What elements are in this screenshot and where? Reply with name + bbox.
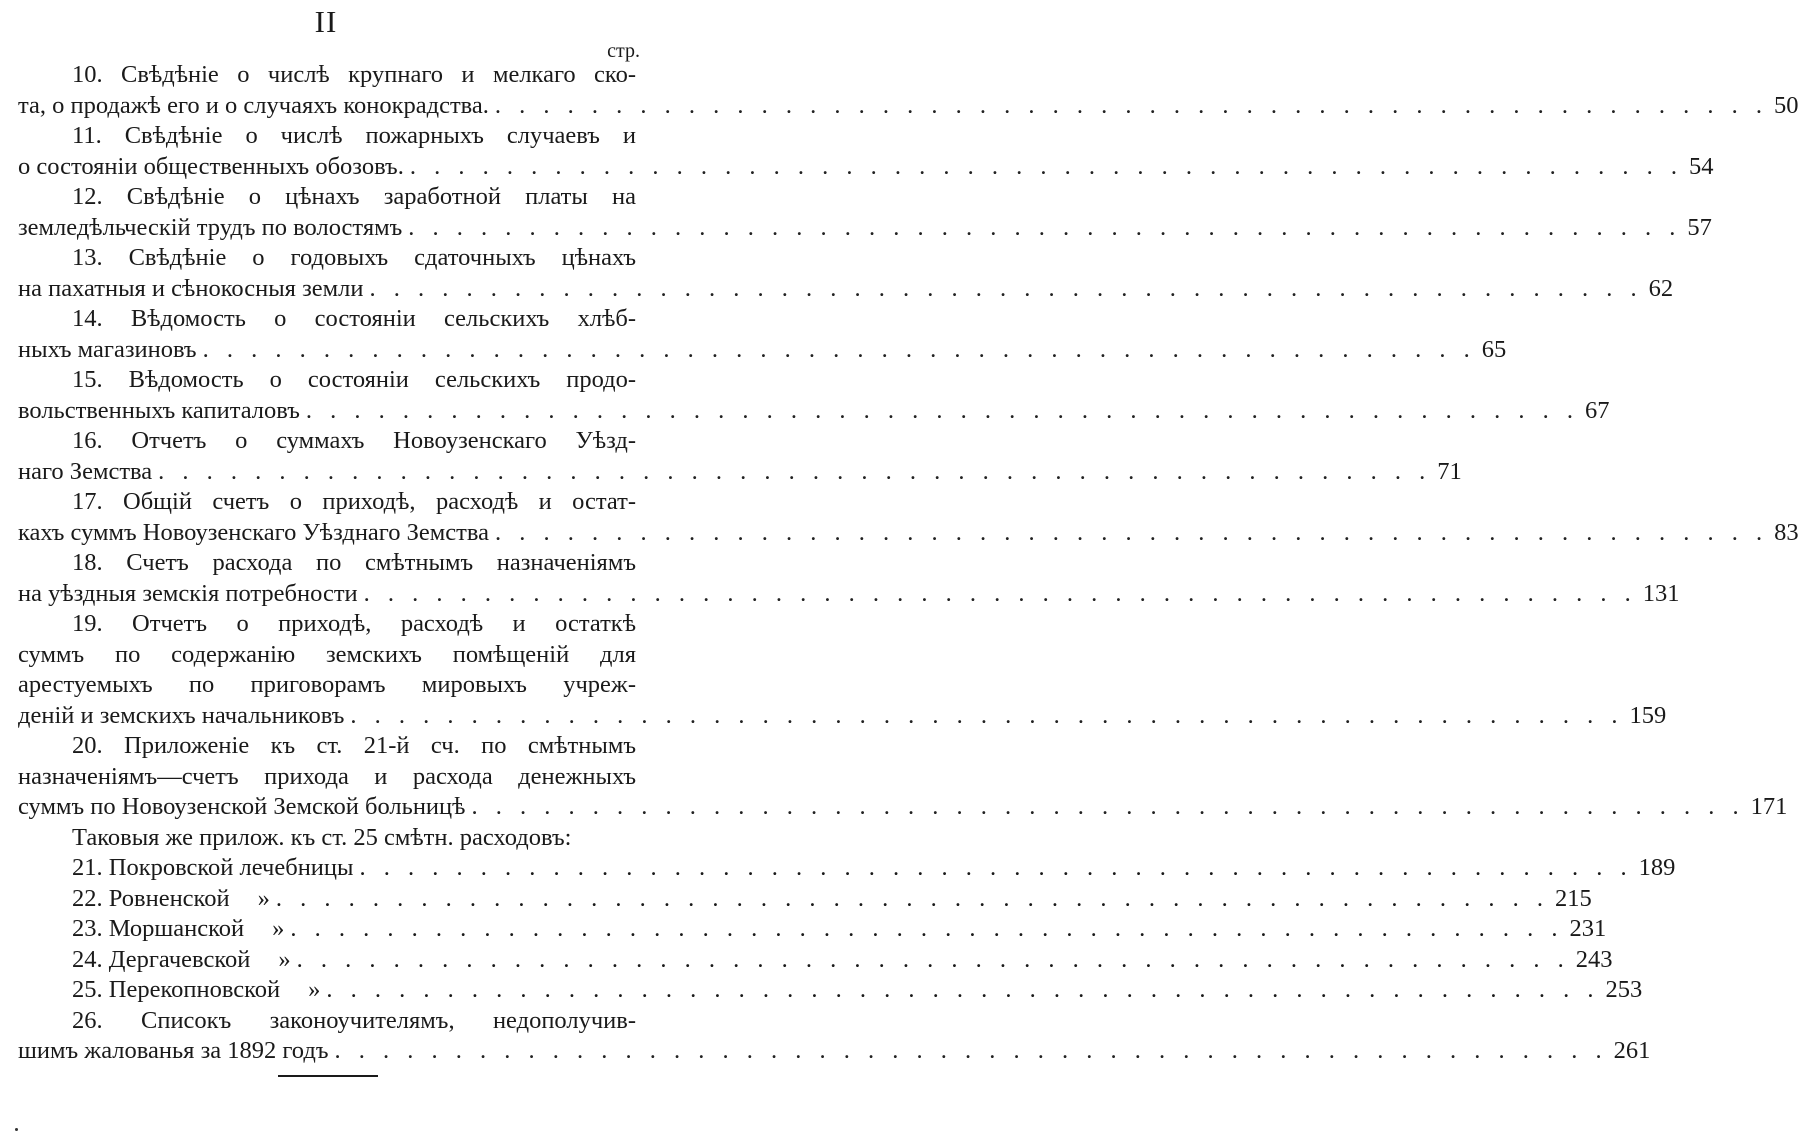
page-ref: 171	[1750, 793, 1788, 820]
leader-dots: . . . . . . . . . . . . . . . . . . . . . . . . . . . . . . . . . . . . . . . . . . . . . . . . . . . . .	[494, 91, 1769, 119]
leader-dots: . . . . . . . . . . . . . . . . . . . . . . . . . . . . . . . . . . . . . . . . . . . . . . . . . . . . .	[494, 518, 1769, 546]
sub-entry	[18, 853, 1676, 884]
entry-line: 18. Счетъ расхода по смѣтнымъ назначеніямъ	[72, 549, 636, 576]
entry-text: на уѣздныя земскія потребности	[18, 579, 358, 607]
entry-text: на пахатныя и сѣнокосныя земли	[18, 274, 364, 302]
entry-text: шимъ жалованья за 1892 годъ	[18, 1037, 329, 1064]
page-ref: 253	[1605, 976, 1643, 1003]
page-ref: 57	[1687, 213, 1712, 241]
entry-text: земледѣльческій трудъ по волостямъ	[18, 213, 403, 241]
table-of-contents	[18, 60, 1799, 1067]
entry-line	[18, 914, 1607, 945]
entry-line: назначеніямъ—счетъ прихода и расхода денежныхъ	[18, 762, 636, 790]
page-column-header: стр.	[607, 40, 640, 62]
entry-text: деній и земскихъ начальниковъ	[18, 701, 345, 729]
page-ref: 65	[1481, 335, 1507, 363]
page-ref: 50	[1774, 91, 1799, 119]
leader-dots: . . . . . . . . . . . . . . . . . . . . . . . . . . . . . . . . . . . . . . . . . . . . . . . . . . . . .	[350, 701, 1624, 729]
entry-line	[18, 457, 1462, 488]
leader-dots: . . . . . . . . . . . . . . . . . . . . . . . . . . . . . . . . . . . . . . . . . . . . . . . . . . . . .	[158, 457, 1432, 485]
page-ref: 83	[1774, 518, 1799, 546]
leader-dots: . . . . . . . . . . . . . . . . . . . . . . . . . . . . . . . . . . . . . . . . . . . . . . . . . . . . .	[409, 152, 1683, 180]
sub-entry	[18, 975, 1643, 1006]
subheading: Таковыя же прилож. къ ст. 25 смѣтн. расходовъ:	[72, 823, 572, 851]
entry-line	[18, 213, 1712, 244]
entry-line: 17. Общій счетъ о приходѣ, расходѣ и остат-	[72, 488, 636, 515]
entry-line	[18, 335, 1507, 366]
page-ref: 131	[1642, 579, 1680, 607]
entry-line: 26. Списокъ законоучителямъ, недополучив-	[72, 1006, 636, 1034]
toc-entry	[18, 304, 1507, 365]
entry-text: 21. Покровской лечебницы	[72, 854, 354, 881]
toc-entry	[18, 60, 1799, 121]
sub-entry	[18, 945, 1613, 976]
page-number: II	[314, 4, 338, 39]
entry-line: 14. Вѣдомость о состояніи сельскихъ хлѣб-	[72, 305, 636, 332]
page-ref: 215	[1554, 884, 1592, 912]
page-ref: 189	[1638, 854, 1676, 881]
entry-line: 13. Свѣдѣніе о годовыхъ сдаточныхъ цѣнахъ	[72, 244, 636, 271]
ink-speck	[15, 1128, 18, 1131]
leader-dots: . . . . . . . . . . . . . . . . . . . . . . . . . . . . . . . . . . . . . . . . . . . . . . . . . . . . .	[296, 945, 1570, 973]
toc-entry	[18, 731, 1788, 823]
entry-line: 16. Отчетъ о суммахъ Новоузенскаго Уѣзд-	[72, 427, 636, 454]
page-ref: 231	[1569, 915, 1607, 942]
leader-dots: . . . . . . . . . . . . . . . . . . . . . . . . . . . . . . . . . . . . . . . . . . . . . . . . . . . . .	[334, 1037, 1608, 1064]
page-ref: 54	[1688, 152, 1714, 180]
toc-entry	[18, 1006, 1651, 1067]
leader-dots: . . . . . . . . . . . . . . . . . . . . . . . . . . . . . . . . . . . . . . . . . . . . . . . . . . . . .	[369, 274, 1643, 302]
entry-line	[18, 884, 1592, 915]
ditto-mark: »	[308, 976, 321, 1003]
entry-line	[18, 579, 1680, 610]
page-ref: 67	[1585, 396, 1610, 424]
toc-entry	[18, 487, 1799, 548]
entry-line: 12. Свѣдѣніе о цѣнахъ заработной платы на	[72, 183, 636, 210]
entry-line: арестуемыхъ по приговорамъ мировыхъ учреж-	[18, 671, 636, 698]
entry-line: суммъ по содержанію земскихъ помѣщеній для	[18, 640, 636, 668]
entry-text: о состояніи общественныхъ обозовъ.	[18, 152, 404, 180]
toc-entry	[18, 243, 1674, 304]
toc-entry	[18, 121, 1714, 182]
leader-dots: . . . . . . . . . . . . . . . . . . . . . . . . . . . . . . . . . . . . . . . . . . . . . . . . . . . . .	[326, 976, 1600, 1003]
sub-entry	[18, 884, 1592, 915]
toc-entry	[18, 426, 1462, 487]
leader-dots: . . . . . . . . . . . . . . . . . . . . . . . . . . . . . . . . . . . . . . . . . . . . . . . . . . . . .	[359, 854, 1633, 881]
toc-entry	[18, 609, 1667, 731]
end-rule	[278, 1075, 378, 1077]
leader-dots: . . . . . . . . . . . . . . . . . . . . . . . . . . . . . . . . . . . . . . . . . . . . . . . . . . . . .	[408, 213, 1682, 241]
ditto-mark: »	[272, 915, 285, 942]
entry-text: 25. Перекопновской	[72, 976, 281, 1003]
leader-dots: . . . . . . . . . . . . . . . . . . . . . . . . . . . . . . . . . . . . . . . . . . . . . . . . . . . . .	[290, 915, 1564, 942]
leader-dots: . . . . . . . . . . . . . . . . . . . . . . . . . . . . . . . . . . . . . . . . . . . . . . . . . . . . .	[305, 396, 1580, 424]
entry-text: кахъ суммъ Новоузенскаго Уѣзднаго Земства	[18, 518, 489, 546]
entry-text: 22. Ровненской	[72, 884, 230, 912]
entry-line	[18, 792, 1788, 823]
entry-line	[18, 152, 1714, 183]
entry-text: вольственныхъ капиталовъ	[18, 396, 300, 424]
leader-dots: . . . . . . . . . . . . . . . . . . . . . . . . . . . . . . . . . . . . . . . . . . . . . . . . . . . . .	[471, 793, 1745, 820]
entry-text: та, о продажѣ его и о случаяхъ конокрадства.	[18, 91, 489, 119]
entry-line	[18, 518, 1799, 549]
entry-line: 19. Отчетъ о приходѣ, расходѣ и остаткѣ	[72, 610, 636, 637]
entry-line	[18, 701, 1667, 732]
leader-dots: . . . . . . . . . . . . . . . . . . . . . . . . . . . . . . . . . . . . . . . . . . . . . . . . . . . . .	[363, 579, 1637, 607]
leader-dots: . . . . . . . . . . . . . . . . . . . . . . . . . . . . . . . . . . . . . . . . . . . . . . . . . . . . .	[202, 335, 1476, 363]
entry-line	[18, 945, 1613, 976]
toc-entry	[18, 365, 1610, 426]
entry-text: суммъ по Новоузенской Земской больницѣ	[18, 793, 466, 820]
entry-line	[18, 1036, 1651, 1067]
entry-line	[18, 274, 1674, 305]
page-ref: 159	[1629, 701, 1667, 729]
ditto-mark: »	[278, 945, 291, 973]
entry-line	[18, 91, 1799, 122]
toc-entry	[18, 182, 1712, 243]
entry-line: 11. Свѣдѣніе о числѣ пожарныхъ случаевъ и	[72, 122, 636, 149]
entry-line: 20. Приложеніе къ ст. 21-й сч. по смѣтнымъ	[72, 732, 636, 759]
entry-line	[18, 396, 1610, 427]
page-ref: 62	[1648, 274, 1674, 302]
entry-text: ныхъ магазиновъ	[18, 335, 197, 363]
entry-line	[18, 853, 1676, 884]
page-ref: 261	[1613, 1037, 1651, 1064]
entry-text: 23. Моршанской	[72, 915, 245, 942]
page-ref: 243	[1575, 945, 1613, 973]
ditto-mark: »	[257, 884, 270, 912]
sub-entry	[18, 914, 1607, 945]
entry-line	[18, 975, 1643, 1006]
entry-text: 24. Дергачевской	[72, 945, 251, 973]
leader-dots: . . . . . . . . . . . . . . . . . . . . . . . . . . . . . . . . . . . . . . . . . . . . . . . . . . . . .	[275, 884, 1549, 912]
entry-text: наго Земства	[18, 457, 153, 485]
toc-entry	[18, 548, 1680, 609]
entry-line: 15. Вѣдомость о состояніи сельскихъ продо-	[72, 366, 636, 393]
page-ref: 71	[1437, 457, 1462, 485]
entry-line: 10. Свѣдѣніе о числѣ крупнаго и мелкаго ско-	[72, 61, 636, 88]
